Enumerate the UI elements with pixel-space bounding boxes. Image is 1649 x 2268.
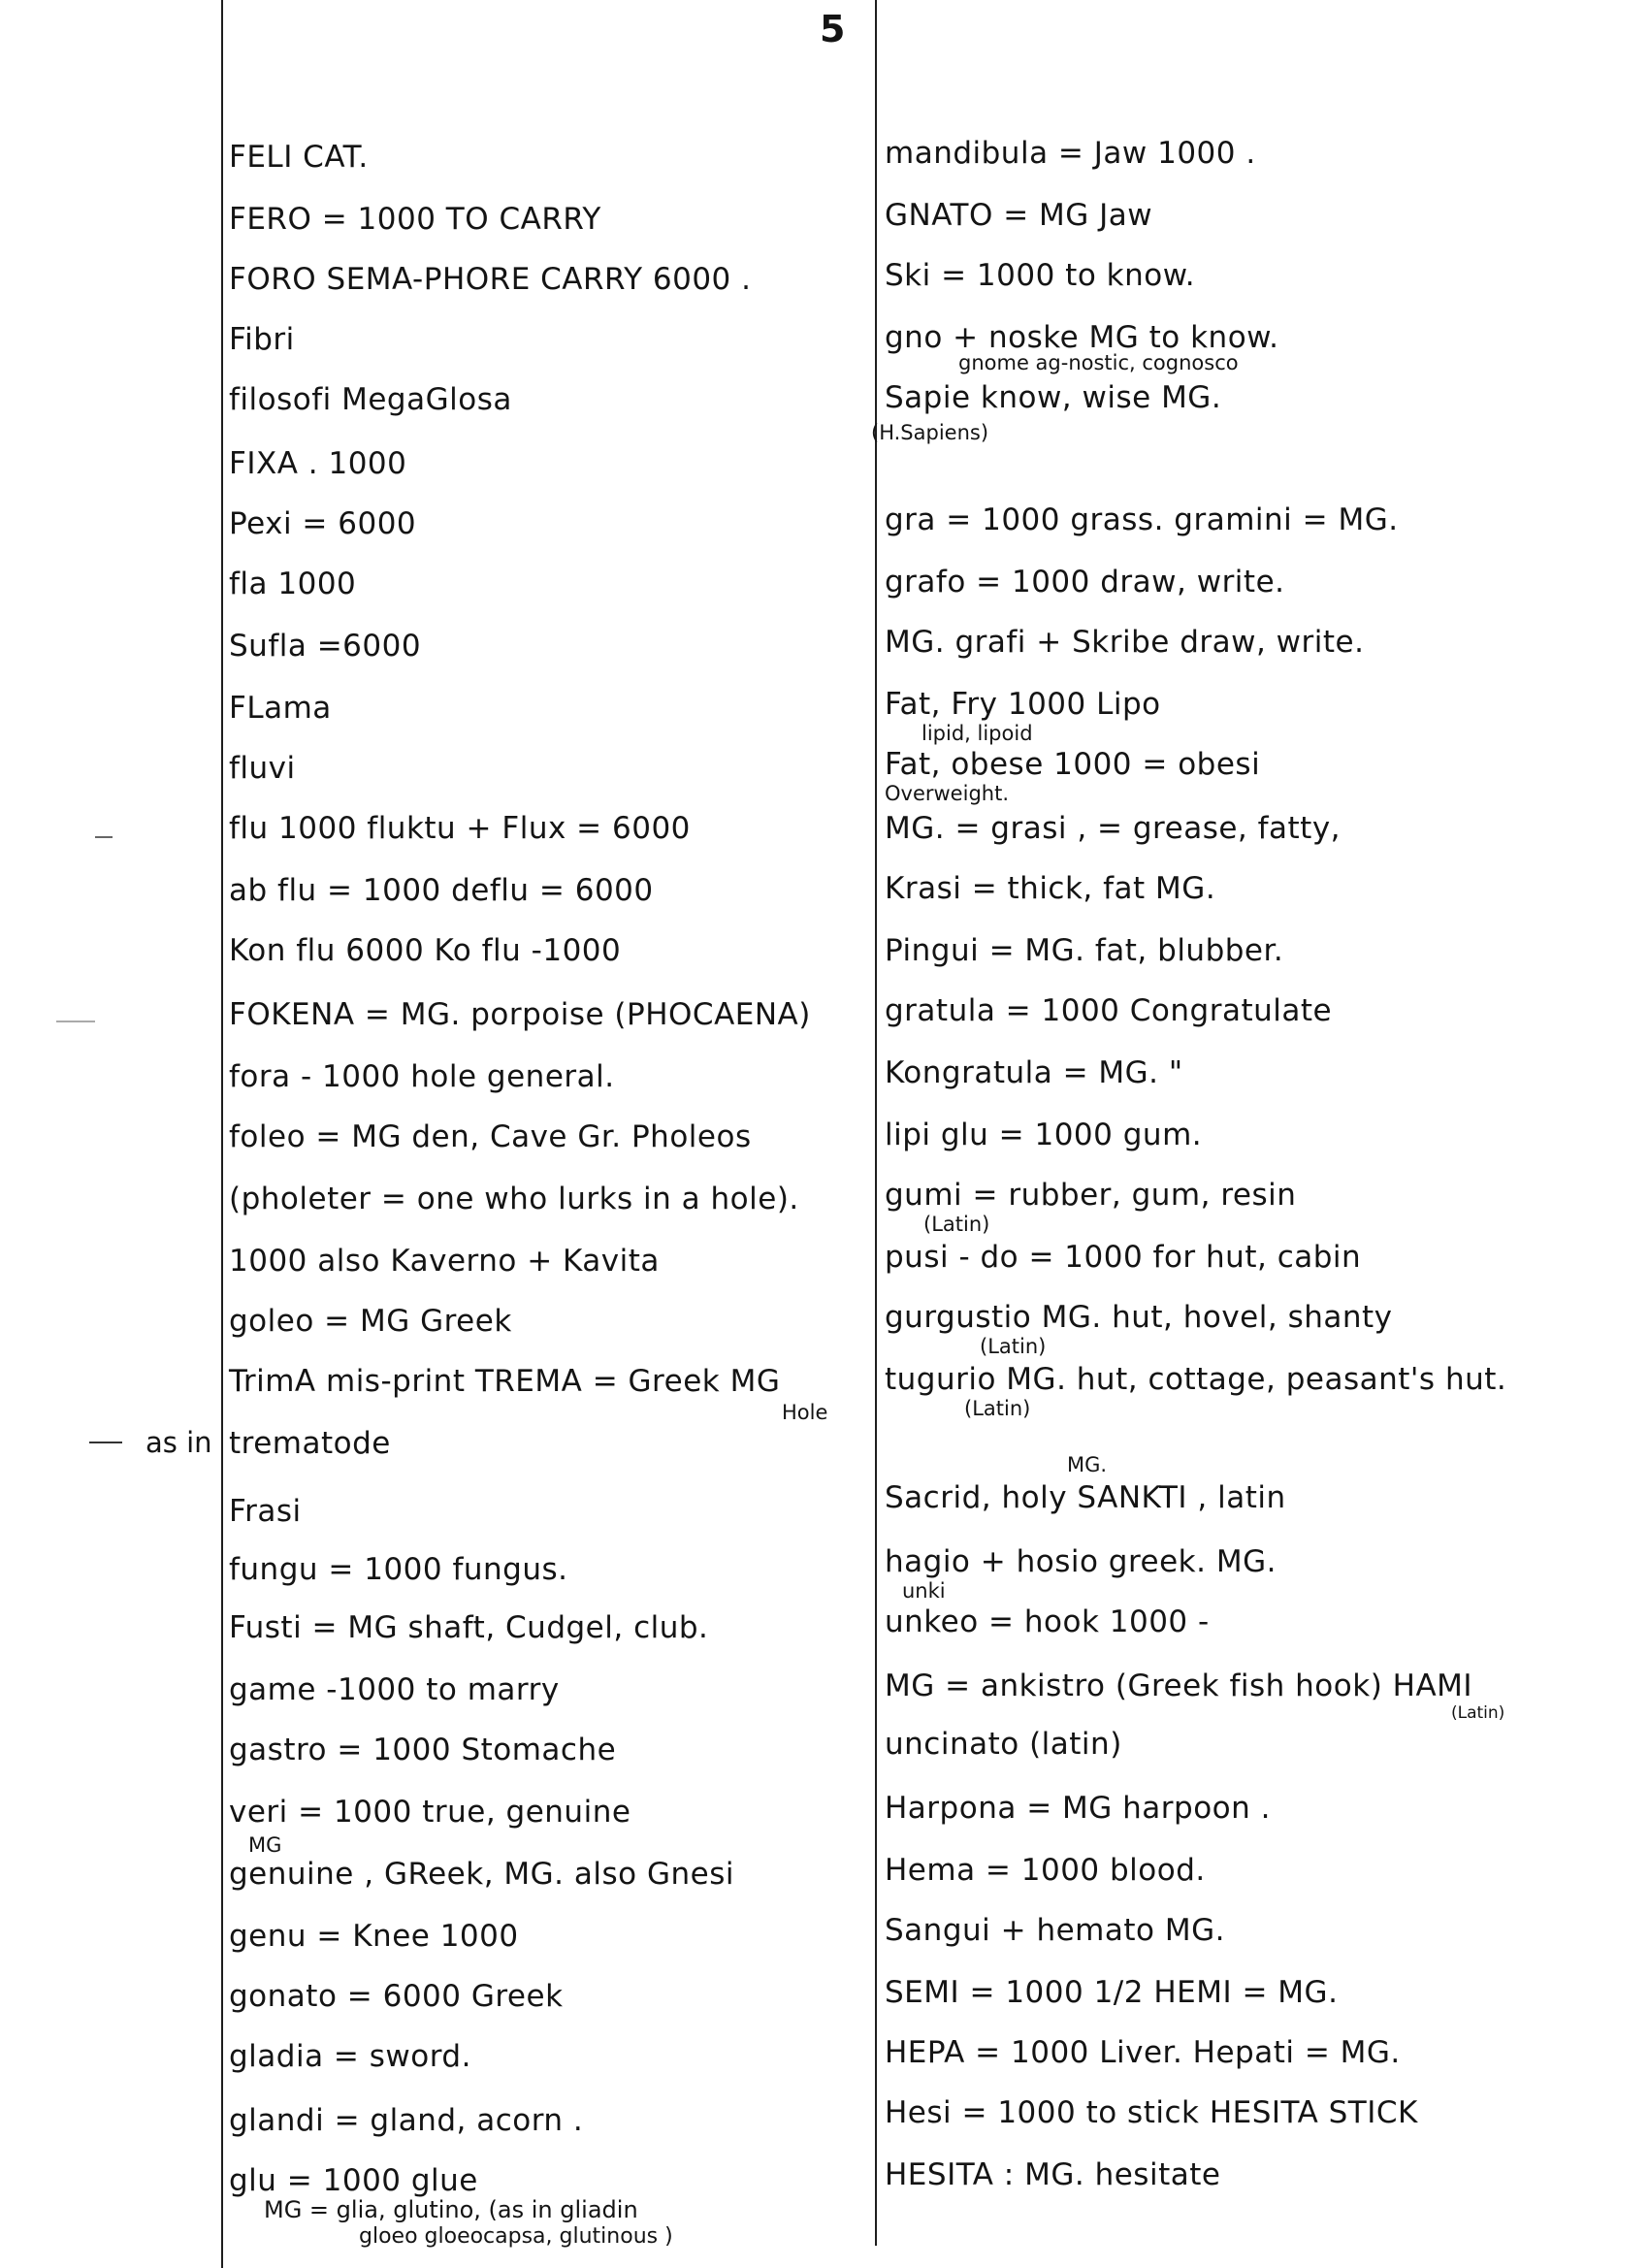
entry-subnote: gnome ag-nostic, cognosco <box>958 351 1239 374</box>
entry-line: filosofi MegaGlosa <box>229 382 512 417</box>
entry-line: FLama <box>229 691 332 726</box>
entry-line: flu 1000 fluktu + Flux = 6000 <box>229 811 691 846</box>
entry-line: foleo = MG den, Cave Gr. Pholeos <box>229 1119 752 1154</box>
entry-line: lipi glu = 1000 gum. <box>885 1118 1203 1152</box>
entry-line: gno + noske MG to know. <box>885 320 1279 355</box>
entry-line: SEMI = 1000 1/2 HEMI = MG. <box>885 1975 1339 2010</box>
entry-line: pusi - do = 1000 for hut, cabin <box>885 1240 1362 1275</box>
entry-line: gurgustio MG. hut, hovel, shanty <box>885 1300 1393 1335</box>
margin-speck <box>56 1021 95 1022</box>
entry-line: Sapie know, wise MG. <box>885 380 1222 415</box>
entry-line: Pingui = MG. fat, blubber. <box>885 933 1284 968</box>
entry-subnote: (Latin) <box>1451 1703 1505 1723</box>
entry-line: trematode <box>229 1426 391 1461</box>
entry-line: Pexi = 6000 <box>229 506 417 541</box>
entry-subnote: Overweight. <box>885 782 1009 805</box>
entry-line: gratula = 1000 Congratulate <box>885 993 1333 1028</box>
entry-line: hagio + hosio greek. MG. <box>885 1544 1277 1579</box>
entry-line: Sufla =6000 <box>229 629 422 664</box>
entry-subnote: unki <box>902 1579 946 1603</box>
entry-subnote: MG = glia, glutino, (as in gliadin <box>264 2196 638 2223</box>
entry-line: game -1000 to marry <box>229 1672 560 1707</box>
entry-line: gonato = 6000 Greek <box>229 1979 564 2014</box>
entry-line: gumi = rubber, gum, resin <box>885 1178 1297 1213</box>
entry-line: veri = 1000 true, genuine <box>229 1795 631 1830</box>
entry-line: Kongratula = MG. " <box>885 1055 1183 1090</box>
entry-line: FERO = 1000 TO CARRY <box>229 202 601 237</box>
margin-speck <box>95 836 113 838</box>
entry-line: Harpona = MG harpoon . <box>885 1791 1272 1826</box>
entry-line: FOKENA = MG. porpoise (PHOCAENA) <box>229 997 811 1032</box>
entry-line: Sangui + hemato MG. <box>885 1913 1225 1948</box>
entry-line: FORO SEMA-PHORE CARRY 6000 . <box>229 262 752 297</box>
entry-line: fla 1000 <box>229 567 357 601</box>
entry-line: glu = 1000 glue <box>229 2163 478 2198</box>
entry-line: ab flu = 1000 deflu = 6000 <box>229 873 654 908</box>
entry-line: grafo = 1000 draw, write. <box>885 565 1285 599</box>
entry-line: FELI CAT. <box>229 140 369 175</box>
entry-line: Sacrid, holy SANKTI , latin <box>885 1480 1286 1515</box>
entry-line: MG. grafi + Skribe draw, write. <box>885 625 1365 660</box>
entry-line: goleo = MG Greek <box>229 1304 512 1339</box>
entry-line: genuine , GReek, MG. also Gnesi <box>229 1857 734 1892</box>
entry-line: glandi = gland, acorn . <box>229 2103 584 2138</box>
entry-line: Fusti = MG shaft, Cudgel, club. <box>229 1610 709 1645</box>
entry-line: gladia = sword. <box>229 2039 471 2074</box>
entry-line: Frasi <box>229 1494 302 1529</box>
entry-subnote: gloeo gloeocapsa, glutinous ) <box>359 2224 673 2249</box>
entry-subnote: MG <box>248 1833 282 1857</box>
left-margin-rule <box>221 0 223 2268</box>
entry-line: 1000 also Kaverno + Kavita <box>229 1244 660 1279</box>
entry-line: fluvi <box>229 751 296 786</box>
entry-subnote: MG. <box>1067 1453 1108 1476</box>
entry-line: uncinato (latin) <box>885 1727 1122 1762</box>
entry-line: Hesi = 1000 to stick HESITA STICK <box>885 2095 1418 2130</box>
column-divider-rule <box>875 0 877 2246</box>
entry-line: HEPA = 1000 Liver. Hepati = MG. <box>885 2035 1401 2070</box>
margin-note: as in <box>146 1426 212 1459</box>
entry-line: MG = ankistro (Greek fish hook) HAMI <box>885 1669 1473 1703</box>
entry-line: gra = 1000 grass. gramini = MG. <box>885 502 1399 537</box>
entry-line: (pholeter = one who lurks in a hole). <box>229 1182 799 1216</box>
entry-line: Krasi = thick, fat MG. <box>885 871 1216 906</box>
entry-line: TrimA mis-print TREMA = Greek MG <box>229 1364 781 1399</box>
entry-line: gastro = 1000 Stomache <box>229 1733 617 1767</box>
entry-line: MG. = grasi , = grease, fatty, <box>885 811 1342 846</box>
margin-dash <box>89 1442 122 1443</box>
entry-subnote: (H.Sapiens) <box>871 421 989 444</box>
entry-subnote: lipid, lipoid <box>922 722 1033 745</box>
entry-line: mandibula = Jaw 1000 . <box>885 136 1256 171</box>
entry-subnote: (Latin) <box>980 1335 1047 1358</box>
entry-line: GNATO = MG Jaw <box>885 198 1153 233</box>
entry-line: genu = Knee 1000 <box>229 1919 519 1954</box>
entry-line: Fibri <box>229 322 295 357</box>
entry-line: unkeo = hook 1000 - <box>885 1604 1210 1639</box>
entry-line: Fat, obese 1000 = obesi <box>885 747 1261 782</box>
entry-subnote: (Latin) <box>923 1213 990 1236</box>
entry-subnote: (Latin) <box>964 1397 1031 1420</box>
page-number: 5 <box>820 8 846 50</box>
entry-subnote: Hole <box>782 1401 828 1424</box>
entry-line: Kon flu 6000 Ko flu -1000 <box>229 933 622 968</box>
entry-line: Ski = 1000 to know. <box>885 258 1196 293</box>
entry-line: FIXA . 1000 <box>229 446 407 481</box>
entry-line: Hema = 1000 blood. <box>885 1853 1206 1888</box>
entry-line: tugurio MG. hut, cottage, peasant's hut. <box>885 1362 1507 1397</box>
entry-line: fungu = 1000 fungus. <box>229 1552 568 1587</box>
entry-line: fora - 1000 hole general. <box>229 1059 615 1094</box>
entry-line: Fat, Fry 1000 Lipo <box>885 687 1161 722</box>
entry-line: HESITA : MG. hesitate <box>885 2157 1221 2192</box>
